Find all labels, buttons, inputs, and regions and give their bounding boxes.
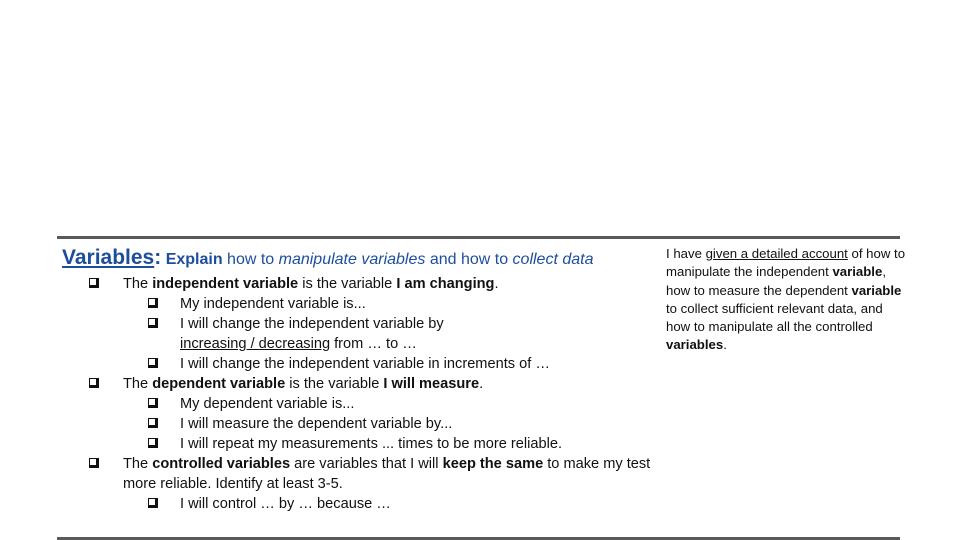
checkbox-bullet-icon	[148, 418, 158, 428]
heading-title: Variables	[62, 246, 155, 269]
checkbox-bullet-icon	[148, 498, 158, 508]
variables-section	[62, 244, 652, 514]
list-item-dependent: The dependent variable is the variable I will measure.	[62, 374, 652, 394]
section-heading: Variables: Explain how to manipulate variables and how to collect data	[62, 246, 594, 269]
list-item-controlled: The controlled variables are variables that I will keep the same to make my test more reliable. Identify at least 3-5.	[62, 454, 652, 494]
list-item-independent: The independent variable is the variable I am changing.	[62, 274, 652, 294]
list-item: My dependent variable is...	[62, 394, 652, 414]
checkbox-bullet-icon	[148, 298, 158, 308]
checkbox-bullet-icon	[89, 278, 99, 288]
checkbox-bullet-icon	[148, 318, 158, 328]
list-item: My independent variable is...	[62, 294, 652, 314]
list-item: I will change the independent variable by increasing / decreasing from … to …	[62, 314, 652, 354]
checkbox-bullet-icon	[148, 358, 158, 368]
checkbox-bullet-icon	[89, 378, 99, 388]
list-item: I will change the independent variable in increments of …	[62, 354, 652, 374]
checkbox-bullet-icon	[148, 398, 158, 408]
list-item: I will measure the dependent variable by...	[62, 414, 652, 434]
heading-explain: Explain	[165, 251, 223, 268]
criteria-text: I have given a detailed account of how to manipulate the independent variable, how to measure the dependent variable to collect sufficient relevant data, and how to manipulate all the controlled variables.	[666, 246, 906, 353]
top-divider	[57, 236, 900, 239]
list-item: I will control … by … because …	[62, 494, 652, 514]
checkbox-bullet-icon	[89, 458, 99, 468]
checkbox-bullet-icon	[148, 438, 158, 448]
list-item: I will repeat my measurements ... times to be more reliable.	[62, 434, 652, 454]
